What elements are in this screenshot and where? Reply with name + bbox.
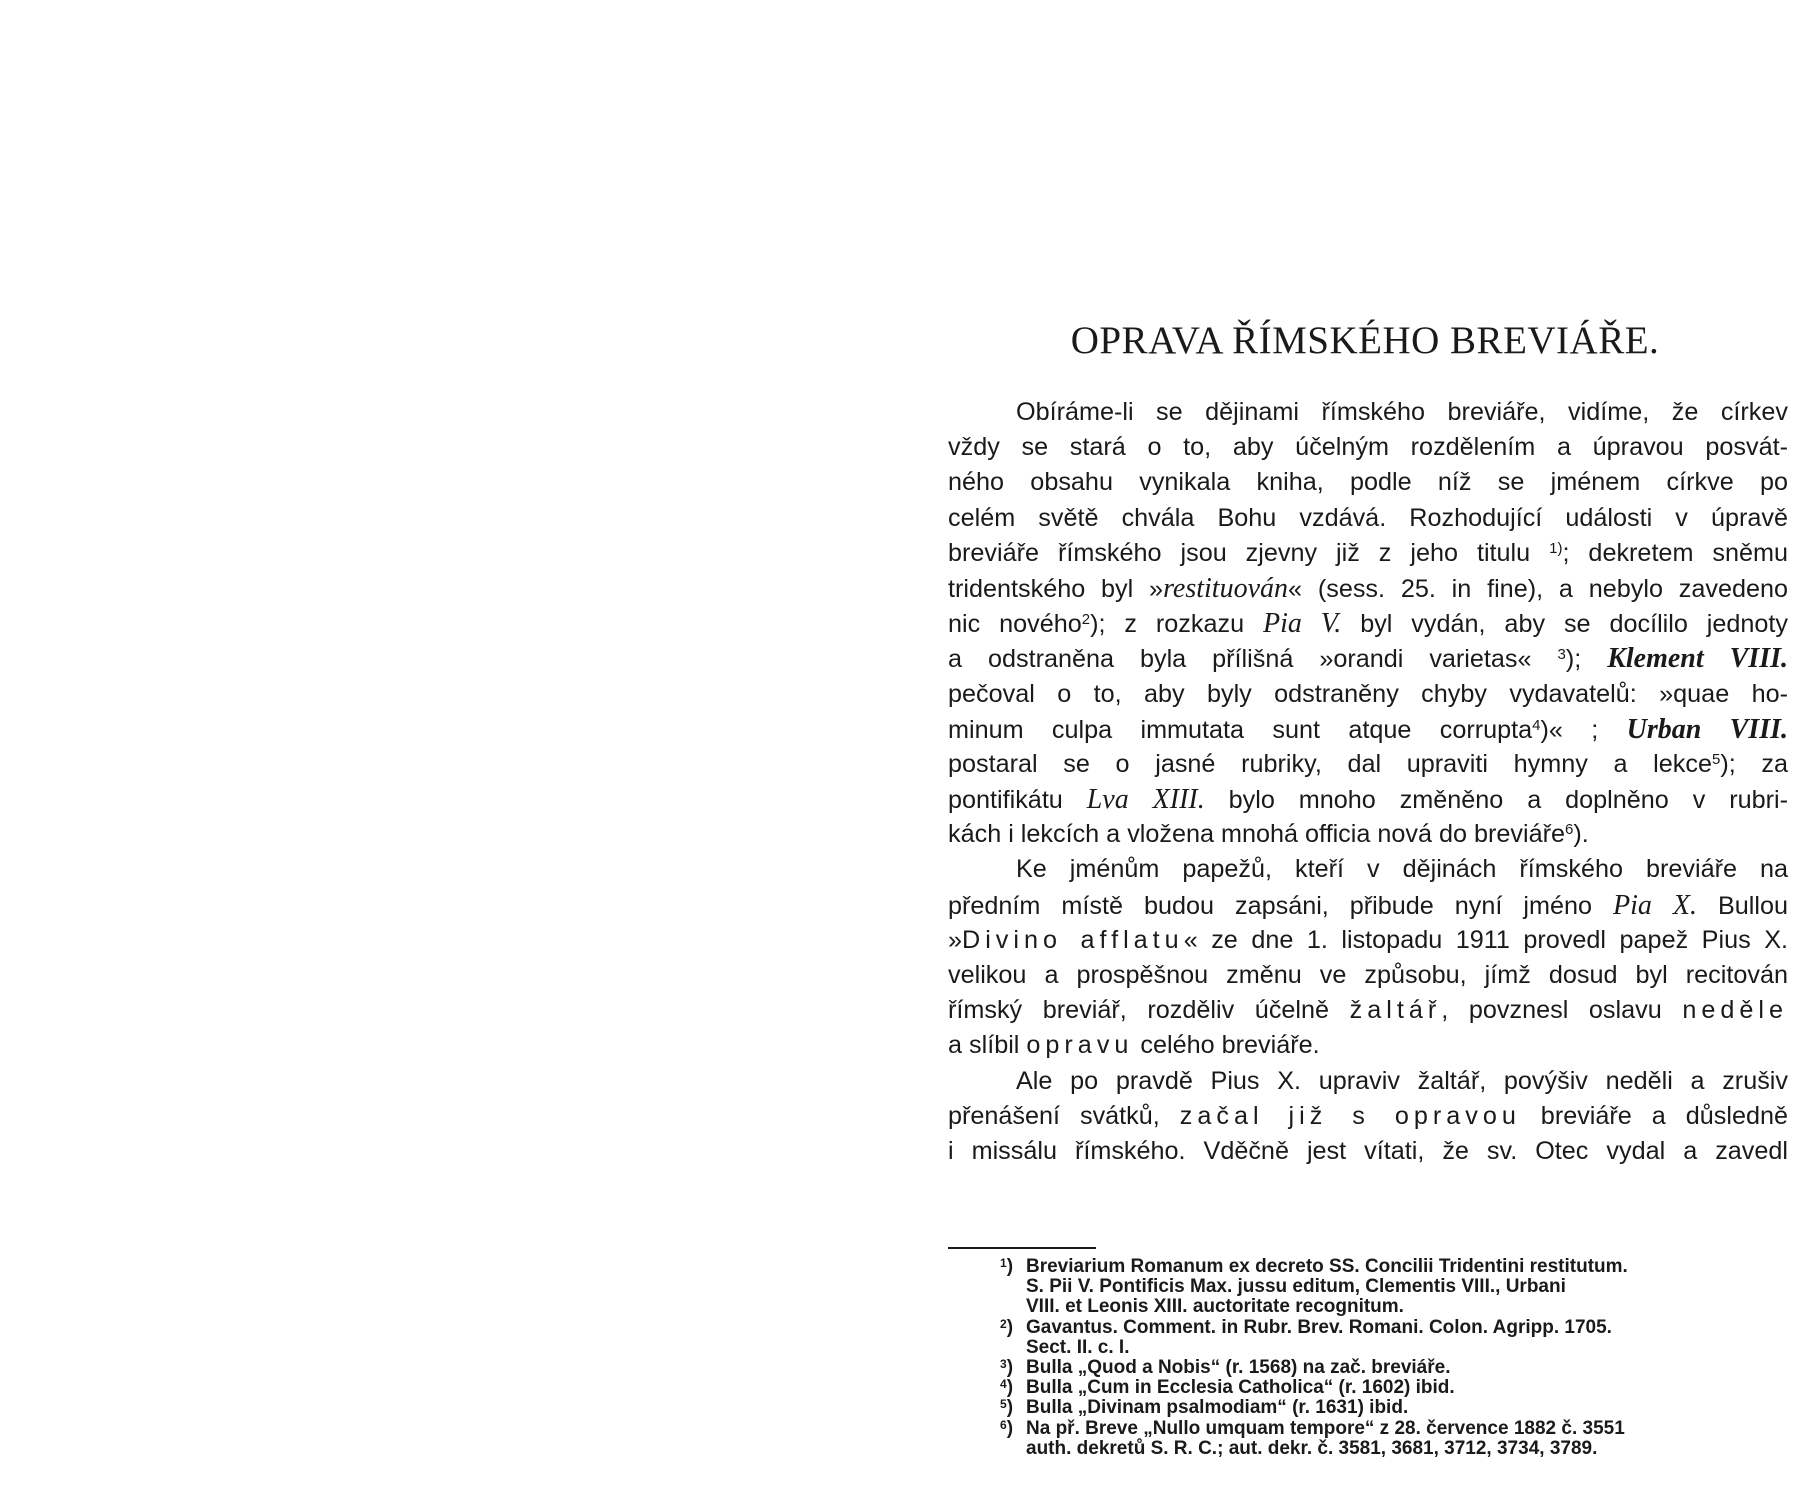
footnote-ref: 4 [1532,716,1541,734]
text-line: Ke jménům papežů, kteří v dějinách římského breviáře na [1016,855,1788,884]
footnote-mark: $^4$) [1000,1377,1014,1399]
text-line: tridentského byl »restituován« (sess. 25. in fine), a nebylo zavedeno [948,572,1788,604]
text-line: postaral se o jasné rubriky, dal upraviti hymny a lekce$^5$); za [948,749,1788,778]
text-line: velikou a prospěšnou změnu ve způsobu, jímž dosud byl recitován [948,961,1788,989]
text-line: ného obsahu vynikala kniha, podle níž se jménem církve po [948,468,1788,497]
pope-name: Klement VIII. [1607,643,1788,675]
pope-name: Urban VIII. [1626,713,1788,745]
spaced-emphasis: Divino afflatu [962,925,1184,954]
footnote: $^5$) Bulla „Divinam psalmodiam“ (r. 1631) ibid. [1000,1397,1409,1419]
spaced-emphasis: opravu [1026,1031,1134,1060]
text-line: vždy se stará o to, aby účelným rozdělením a úpravou posvát- [948,433,1788,462]
text-line: Ale po pravdě Pius X. upraviv žaltář, povýšiv neděli a zrušiv [1016,1066,1788,1095]
spaced-emphasis: neděle [1682,996,1789,1025]
spaced-emphasis: začal již s opravou [1179,1101,1521,1130]
footnote: $^2$) Gavantus. Comment. in Rubr. Brev. Romani. Colon. Agripp. 1705. Sect. II. c. I. [1000,1316,1612,1358]
spaced-emphasis: žaltář [1349,996,1442,1025]
pope-name: Pia V. [1263,608,1342,640]
footnote-mark: $^5$) [1000,1397,1014,1419]
footnote-mark: $^2$) [1000,1316,1014,1338]
footnote: $^3$) Bulla „Quod a Nobis“ (r. 1568) na zač. breviáře. [1000,1357,1451,1379]
footnote-mark: $^3$) [1000,1357,1014,1379]
text-line: předním místě budou zapsáni, přibude nyní jméno Pia X. Bullou [948,889,1788,921]
footnote-ref: 6 [1564,821,1574,839]
text-line: římský breviář, rozděliv účelně žaltář, povznesl oslavu neděle [948,996,1789,1025]
emphasis: restituován [1163,572,1289,604]
text-line: a odstraněna byla přílišná »orandi varietas« $^3$); Klement VIII. [948,643,1788,675]
footnote-divider [948,1247,1096,1249]
chapter-title: OPRAVA ŘÍMSKÉHO BREVIÁŘE. [1070,319,1660,362]
text-line: breviáře římského jsou zjevny již z jeho titulu $^{1)}$; dekretem sněmu [948,538,1788,567]
text-line: pontifikátu Lva XIII. bylo mnoho změněno a doplněno v rubri- [948,784,1788,816]
text-line: i missálu římského. Vděčně jest vítati, že sv. Otec vydal a zavedl [948,1136,1788,1165]
text-line: Obíráme-li se dějinami římského breviáře, vidíme, že církev [1016,398,1788,426]
text-line: »Divino afflatu« ze dne 1. listopadu 1911 provedl papež Pius X. [948,925,1788,954]
footnote-ref: 5 [1711,750,1721,768]
body-text [948,395,1788,1169]
text-line: minum culpa immutata sunt atque corrupta$^4$)« ; Urban VIII. [948,713,1788,745]
footnote-ref: 1) [1549,539,1563,557]
footnote-mark: $^1$) [1000,1256,1014,1277]
pope-name: Lva XIII. [1086,784,1205,816]
footnote: $^4$) Bulla „Cum in Ecclesia Catholica“ (r. 1602) ibid. [1000,1377,1455,1399]
footnote-ref: 2 [1081,611,1091,629]
text-line: pečoval o to, aby byly odstraněny chyby vydavatelů: »quae ho- [948,679,1788,708]
text-line: kách i lekcích a vložena mnohá officia nová do breviáře$^6$). [948,820,1589,849]
footnote: $^1$) Breviarium Romanum ex decreto SS. Concilii Tridentini restitutum. S. Pii V. Pontificis Max. jussu editum, Clementis VIII., Urbani VIII. et Leonis XIII. auctoritate recognitum. [1000,1256,1628,1318]
footnote-mark: $^6$) [1000,1417,1014,1439]
pope-name: Pia X. [1613,889,1697,921]
text-line: celém světě chvála Bohu vzdává. Rozhodující události v úpravě [948,503,1788,532]
footnote-ref: 3 [1557,646,1566,664]
footnotes [1000,1257,1790,1459]
text-line: přenášení svátků, začal již s opravou breviáře a důsledně [948,1101,1788,1130]
text-line: a slíbil opravu celého breviáře. [948,1031,1320,1060]
text-line: nic nového$^2$); z rozkazu Pia V. byl vydán, aby se docílilo jednoty [948,608,1788,640]
footnote: $^6$) Na př. Breve „Nullo umquam tempore“ z 28. července 1882 č. 3551 auth. dekretů S. R. C.; aut. dekr. č. 3581, 3681, 3712, 3734, 3789. [1000,1417,1625,1459]
